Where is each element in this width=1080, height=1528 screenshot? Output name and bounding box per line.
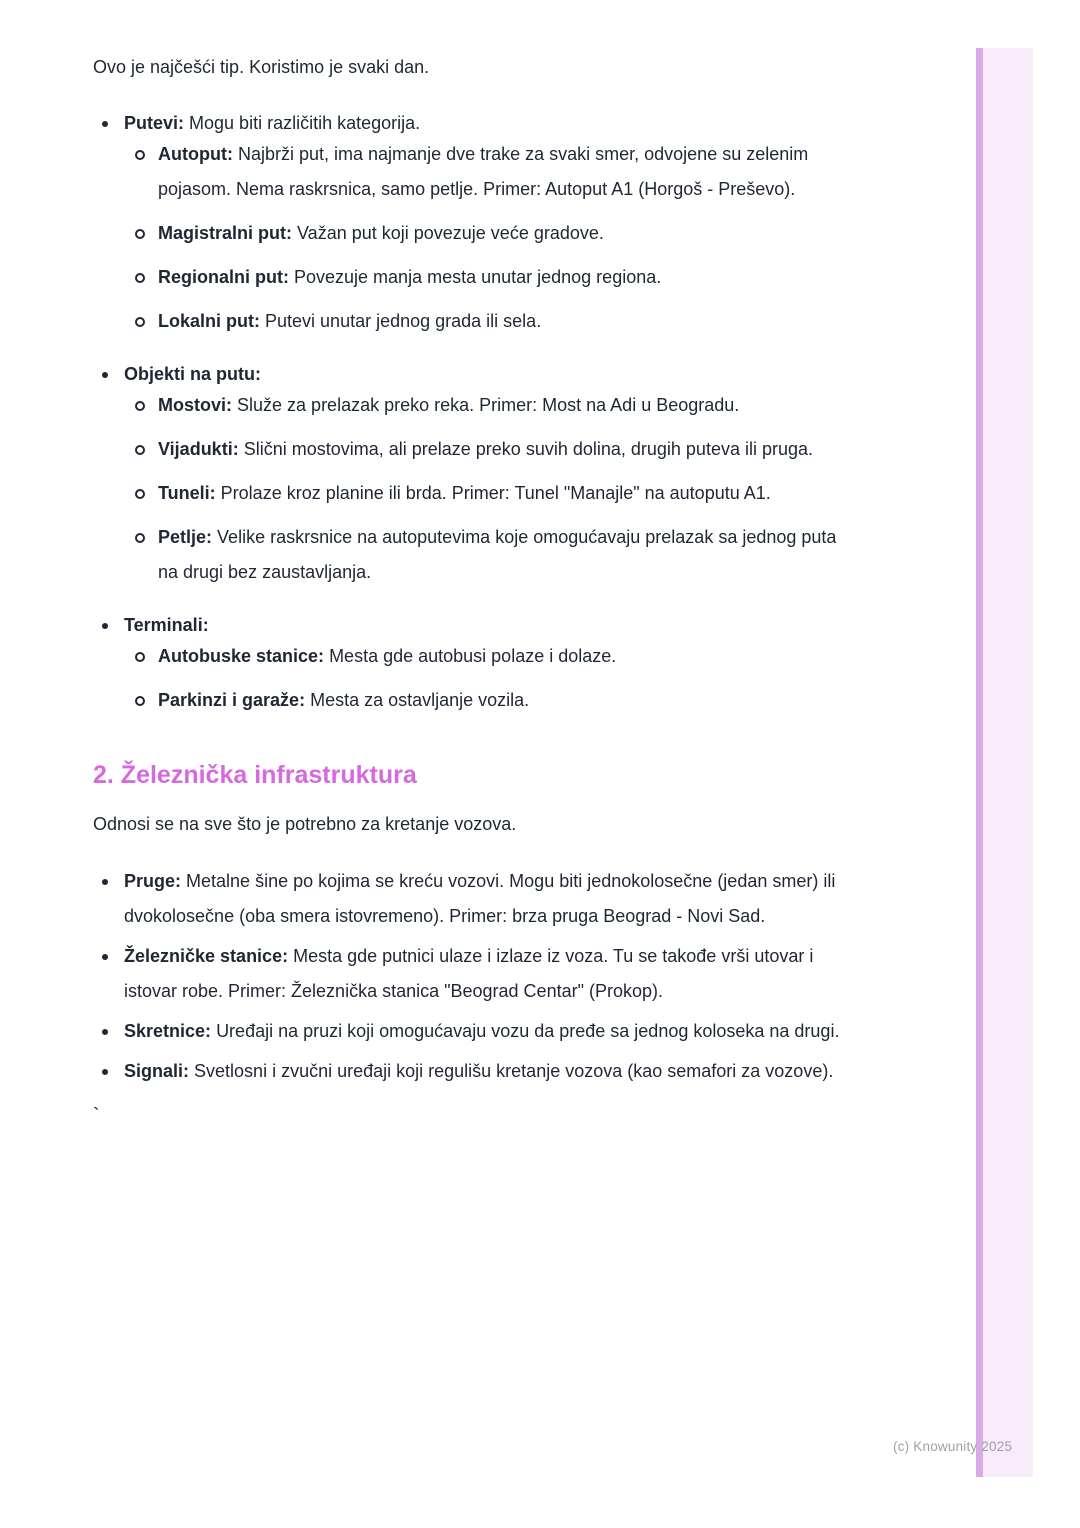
section-2-intro-paragraph: Odnosi se na sve što je potrebno za kretanje vozova. xyxy=(93,814,517,834)
list-item xyxy=(124,683,841,718)
list-item xyxy=(124,639,841,674)
list-item xyxy=(93,106,841,339)
term-label: Lokalni put: xyxy=(158,311,260,331)
term-description: Najbrži put, ima najmanje dve trake za svaki smer, odvojene su zelenim pojasom. Nema raskrsnica, samo petlje. Primer: Autoput A1 (Horgoš - Preševo). xyxy=(158,144,809,199)
section-2-heading: 2. Železnička infrastruktura xyxy=(93,761,417,789)
term-description: Metalne šine po kojima se kreću vozovi. Mogu biti jednokolosečne (jedan smer) ili dvokolosečne (oba smera istovremeno). Primer: brza pruga Beograd - Novi Sad. xyxy=(124,871,836,926)
term-label: Železničke stanice: xyxy=(124,946,289,966)
list-item xyxy=(124,260,841,295)
list-item xyxy=(124,388,841,423)
term-label: Skretnice: xyxy=(124,1021,212,1041)
sub-list xyxy=(124,137,841,339)
term-description: Mogu biti različitih kategorija. xyxy=(189,113,421,133)
term-description: Mesta za ostavljanje vozila. xyxy=(310,690,530,710)
list-item xyxy=(93,939,841,1009)
term-label: Vijadukti: xyxy=(158,439,239,459)
term-label: Petlje: xyxy=(158,527,213,547)
term-label: Autobuske stanice: xyxy=(158,646,325,666)
term-label: Tuneli: xyxy=(158,483,216,503)
list-item xyxy=(93,357,841,590)
term-description: Povezuje manja mesta unutar jednog regiona. xyxy=(294,267,662,287)
list-item xyxy=(124,432,841,467)
list-item xyxy=(93,1014,841,1049)
term-label: Regionalni put: xyxy=(158,267,289,287)
document-content xyxy=(93,50,841,1134)
rail-infrastructure-list xyxy=(93,864,841,1089)
term-label: Mostovi: xyxy=(158,395,232,415)
term-label: Signali: xyxy=(124,1061,190,1081)
term-label: Objekti na putu: xyxy=(124,364,261,384)
road-infrastructure-list xyxy=(93,106,841,718)
term-description: Mesta gde autobusi polaze i dolaze. xyxy=(329,646,617,666)
term-label: Pruge: xyxy=(124,871,182,891)
term-label: Terminali: xyxy=(124,615,209,635)
term-description: Prolaze kroz planine ili brda. Primer: Tunel "Manajle" na autoputu A1. xyxy=(220,483,771,503)
term-description: Važan put koji povezuje veće gradove. xyxy=(297,223,604,243)
list-item xyxy=(93,1054,841,1089)
list-item xyxy=(124,520,841,590)
term-label: Autoput: xyxy=(158,144,233,164)
page-edge-accent-bar xyxy=(976,48,1033,1477)
list-item xyxy=(93,864,841,934)
sub-list xyxy=(124,639,841,718)
list-item xyxy=(124,137,841,207)
intro-paragraph: Ovo je najčešći tip. Koristimo je svaki dan. xyxy=(93,57,430,77)
term-label: Putevi: xyxy=(124,113,185,133)
term-description: Uređaji na pruzi koji omogućavaju vozu da pređe sa jednog koloseka na drugi. xyxy=(216,1021,840,1041)
copyright-footer: (c) Knowunity 2025 xyxy=(893,1439,1013,1454)
term-label: Magistralni put: xyxy=(158,223,292,243)
term-label: Parkinzi i garaže: xyxy=(158,690,306,710)
sub-list xyxy=(124,388,841,590)
term-description: Služe za prelazak preko reka. Primer: Most na Adi u Beogradu. xyxy=(237,395,740,415)
term-description: Putevi unutar jednog grada ili sela. xyxy=(265,311,542,331)
list-item xyxy=(124,304,841,339)
list-item xyxy=(124,216,841,251)
term-description: Svetlosni i zvučni uređaji koji regulišu kretanje vozova (kao semafori za vozove). xyxy=(194,1061,834,1081)
term-description: Slični mostovima, ali prelaze preko suvih dolina, drugih puteva ili pruga. xyxy=(243,439,813,459)
term-description: Mesta gde putnici ulaze i izlaze iz voza. Tu se takođe vrši utovar i istovar robe. Primer: Železnička stanica "Beograd Centar" (Prokop). xyxy=(124,946,814,1001)
stray-backtick-character: ` xyxy=(93,1105,100,1127)
term-description: Velike raskrsnice na autoputevima koje omogućavaju prelazak sa jednog puta na drugi bez zaustavljanja. xyxy=(158,527,837,582)
list-item xyxy=(124,476,841,511)
list-item xyxy=(93,608,841,718)
